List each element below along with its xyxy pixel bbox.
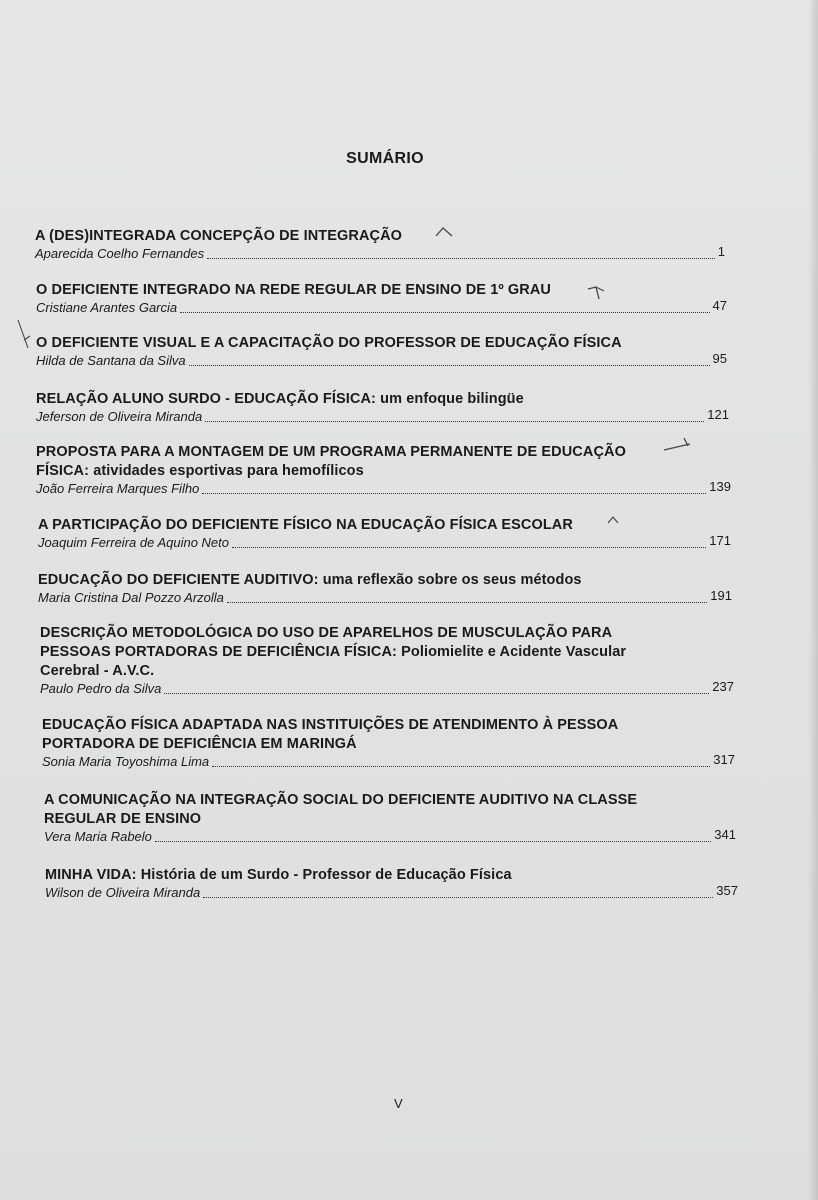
- leader-dots: [202, 492, 706, 494]
- entry-title: A (DES)INTEGRADA CONCEPÇÃO DE INTEGRAÇÃO: [35, 228, 403, 244]
- leader-dots: [203, 896, 713, 898]
- leader-dots: [227, 601, 707, 603]
- entry-line: [36, 300, 727, 316]
- entry-title: A PARTICIPAÇÃO DO DEFICIENTE FÍSICO NA EDUCAÇÃO FÍSICA ESCOLAR: [38, 517, 573, 533]
- entry-line: [35, 246, 725, 262]
- toc-entry: [45, 866, 738, 901]
- entry-title: O DEFICIENTE INTEGRADO NA REDE REGULAR DE ENSINO DE 1º GRAU: [36, 282, 551, 298]
- leader-dots: [207, 257, 715, 259]
- entry-title: O DEFICIENTE VISUAL E A CAPACITAÇÃO DO PROFESSOR DE EDUCAÇÃO FÍSICA: [36, 335, 622, 351]
- pencil-check-mark-icon: [16, 318, 34, 352]
- entry-page: 357: [716, 883, 738, 898]
- entry-page: 317: [713, 752, 735, 767]
- toc-entry: [44, 791, 736, 845]
- toc-entry: [36, 334, 727, 369]
- entry-line: [42, 754, 735, 770]
- pencil-check-mark-icon: [586, 283, 608, 303]
- entry-author: Vera Maria Rabelo: [44, 829, 152, 844]
- entry-author: Sonia Maria Toyoshima Lima: [42, 754, 210, 769]
- entry-page: 139: [709, 479, 731, 494]
- leader-dots: [164, 692, 709, 694]
- entry-title: MINHA VIDA: História de um Surdo - Professor de Educação Física: [45, 867, 512, 883]
- toc-entry: [40, 624, 734, 697]
- entry-line: [36, 481, 731, 497]
- entry-page: 171: [709, 533, 731, 548]
- entry-line: [44, 829, 736, 845]
- pencil-check-mark-icon: [434, 224, 454, 240]
- pencil-check-mark-icon: [606, 514, 620, 526]
- entry-page: 95: [712, 351, 727, 366]
- entry-line: [40, 681, 734, 697]
- entry-title: RELAÇÃO ALUNO SURDO - EDUCAÇÃO FÍSICA: um enfoque bilingüe: [36, 391, 524, 407]
- leader-dots: [180, 311, 709, 313]
- leader-dots: [232, 546, 706, 548]
- entry-title: DESCRIÇÃO METODOLÓGICA DO USO DE APARELHOS DE MUSCULAÇÃO PARA PESSOAS PORTADORAS DE DEFICIÊNCIA FÍSICA: Poliomielite e Acidente Vascular Cerebral - A.V.C.: [40, 625, 627, 679]
- entry-author: Joaquim Ferreira de Aquino Neto: [38, 535, 230, 550]
- pencil-check-mark-icon: [662, 436, 694, 454]
- entry-author: Hilda de Santana da Silva: [36, 353, 186, 368]
- entry-line: [38, 535, 731, 551]
- entry-line: [36, 409, 729, 425]
- entry-title: PROPOSTA PARA A MONTAGEM DE UM PROGRAMA PERMANENTE DE EDUCAÇÃO FÍSICA: atividades esportivas para hemofílicos: [36, 444, 626, 479]
- entry-author: João Ferreira Marques Filho: [36, 481, 200, 496]
- entry-page: 47: [712, 298, 727, 313]
- entry-author: Jeferson de Oliveira Miranda: [36, 409, 203, 424]
- entry-author: Cristiane Arantes Garcia: [36, 300, 178, 315]
- toc-entry: [42, 716, 735, 770]
- entry-title: A COMUNICAÇÃO NA INTEGRAÇÃO SOCIAL DO DEFICIENTE AUDITIVO NA CLASSE REGULAR DE ENSINO: [44, 792, 638, 827]
- leader-dots: [155, 840, 711, 842]
- leader-dots: [189, 364, 710, 366]
- entry-author: Paulo Pedro da Silva: [40, 681, 162, 696]
- entry-page: 237: [712, 679, 734, 694]
- toc-entry: [38, 571, 732, 606]
- toc-entry: [36, 390, 729, 425]
- page-number-footer: V: [394, 1096, 403, 1111]
- toc-entry: [38, 516, 731, 551]
- entry-author: Wilson de Oliveira Miranda: [45, 885, 201, 900]
- entry-title: EDUCAÇÃO DO DEFICIENTE AUDITIVO: uma reflexão sobre os seus métodos: [38, 572, 582, 588]
- entry-line: [36, 353, 727, 369]
- toc-entry: [36, 281, 727, 316]
- entry-page: 191: [710, 588, 732, 603]
- entry-line: [45, 885, 738, 901]
- entry-page: 341: [714, 827, 736, 842]
- entry-page: 1: [717, 244, 725, 259]
- entry-title: EDUCAÇÃO FÍSICA ADAPTADA NAS INSTITUIÇÕES DE ATENDIMENTO À PESSOA PORTADORA DE DEFICIÊNCIA EM MARINGÁ: [42, 717, 618, 752]
- toc-entry: [36, 443, 731, 497]
- toc-entry: [35, 227, 725, 262]
- leader-dots: [205, 420, 704, 422]
- leader-dots: [212, 765, 710, 767]
- page-title: SUMÁRIO: [346, 150, 424, 167]
- entry-line: [38, 590, 732, 606]
- entry-author: Maria Cristina Dal Pozzo Arzolla: [38, 590, 224, 605]
- entry-author: Aparecida Coelho Fernandes: [35, 246, 205, 261]
- entry-page: 121: [707, 407, 729, 422]
